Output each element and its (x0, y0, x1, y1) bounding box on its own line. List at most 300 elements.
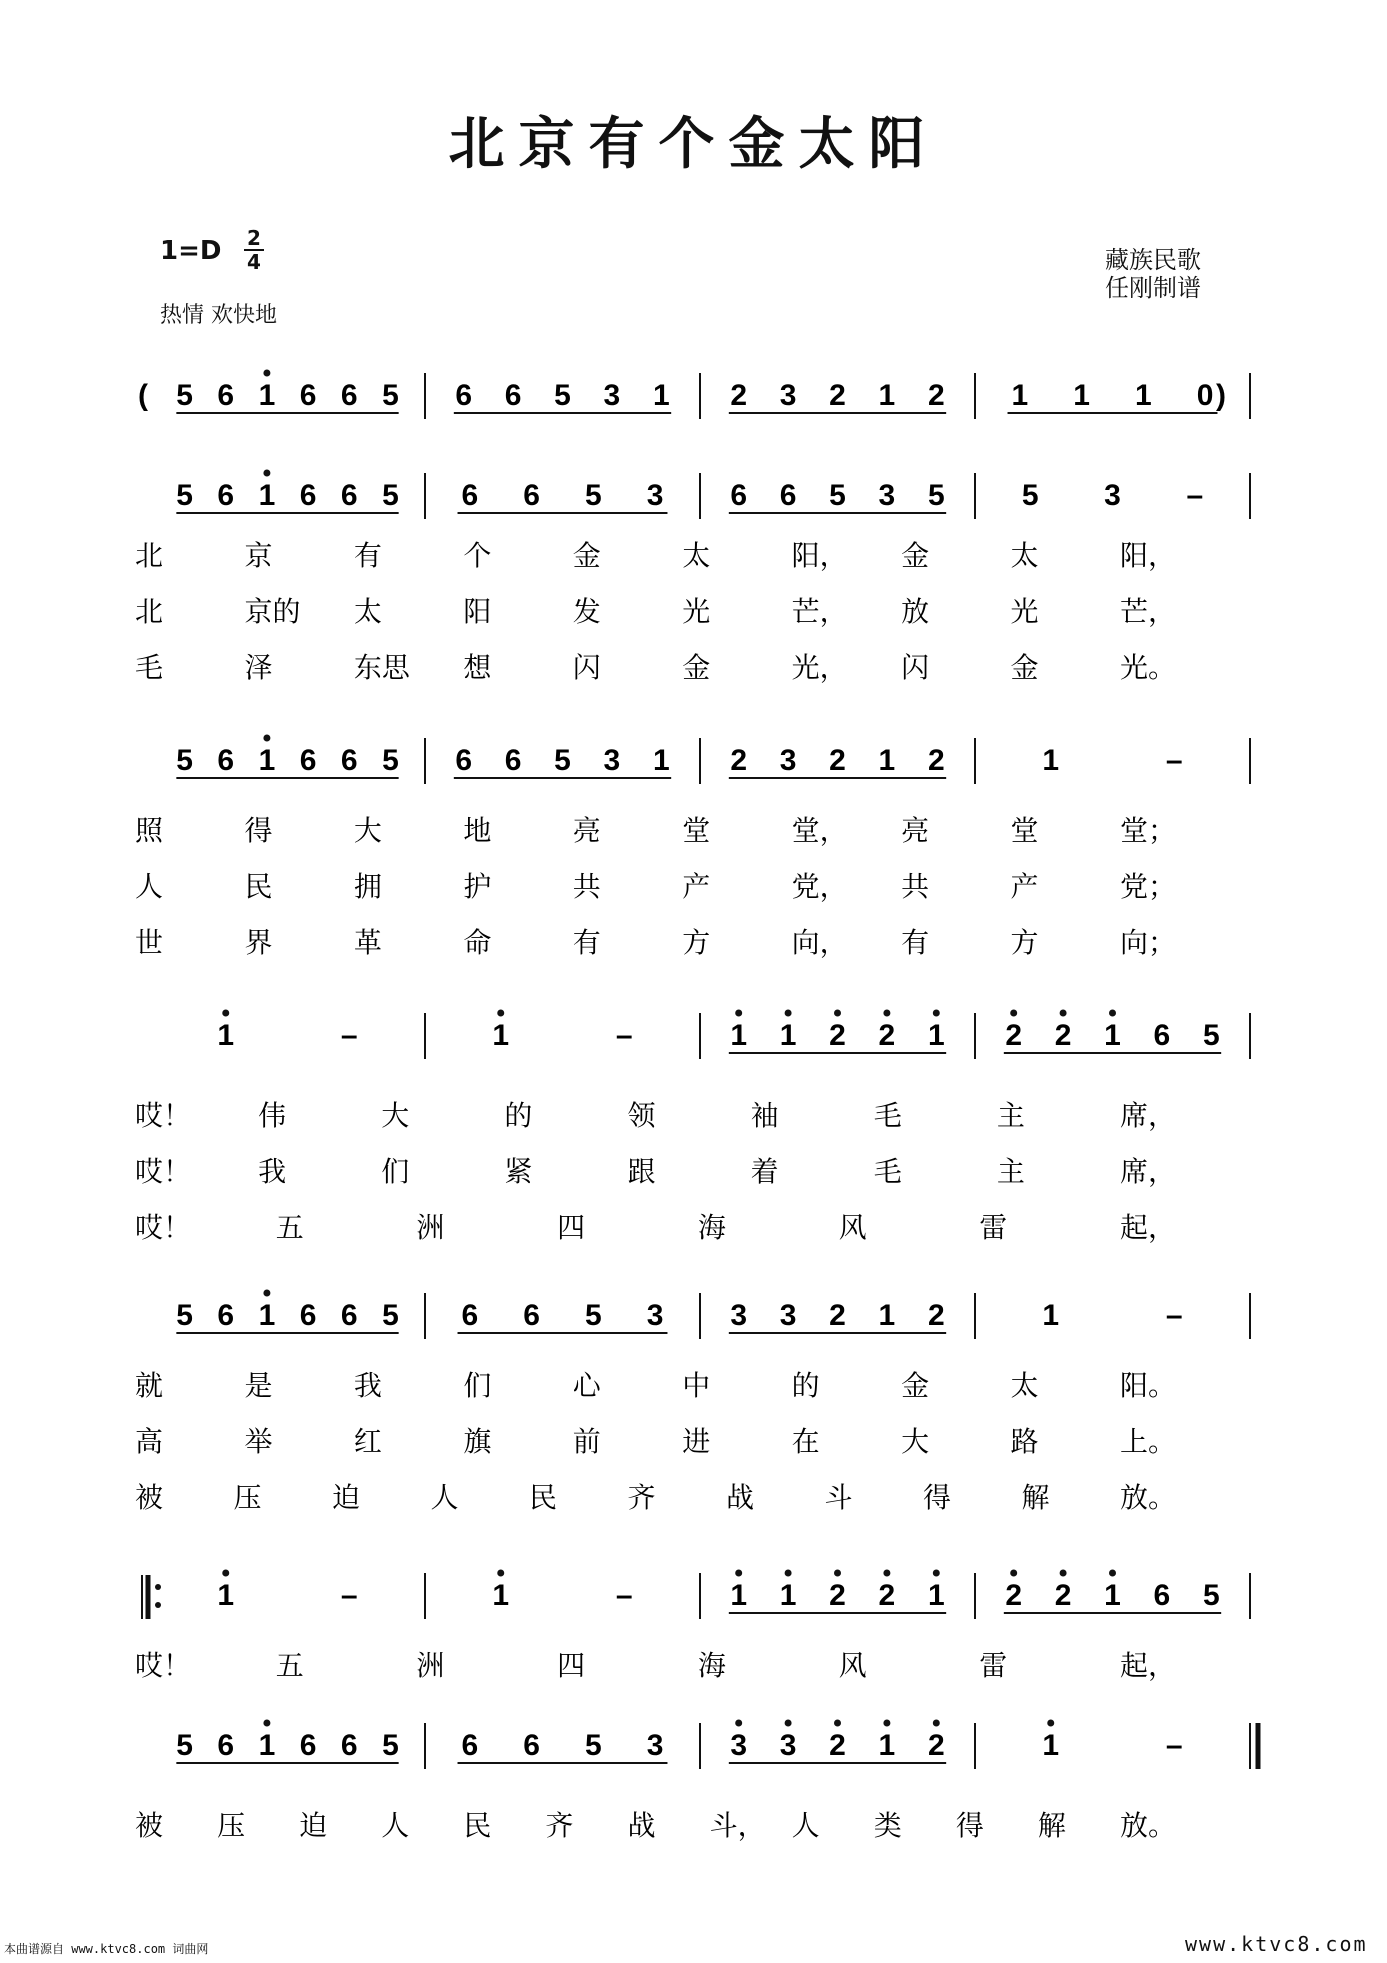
note: 3 (730, 1299, 748, 1332)
lyric-syllable: 的 (791, 1369, 820, 1402)
note: 3 (646, 1299, 664, 1332)
lyric-syllable: 大 (381, 1099, 410, 1132)
lyric-syllable: 四 (557, 1649, 586, 1682)
lyric-syllable: 光。 (1120, 651, 1177, 684)
octave-dot (785, 1720, 792, 1727)
note: 6 (299, 1299, 317, 1332)
lyric-syllable: 命 (463, 926, 492, 959)
note: 6 (340, 1299, 358, 1332)
lyric-syllable: 类 (873, 1809, 902, 1842)
lyric-syllable: 旗 (463, 1425, 492, 1458)
footer-source: 本曲谱源自 www.ktvc8.com 词曲网 (4, 1942, 209, 1956)
lyric-syllable: 压 (217, 1809, 246, 1842)
note: 2 (878, 1579, 896, 1612)
note: 5 (382, 379, 399, 412)
note: 1 (492, 1579, 510, 1612)
note: 2 (829, 379, 846, 412)
lyric-syllable: 领 (627, 1099, 656, 1132)
note: 3 (779, 1299, 797, 1332)
lyric-syllable: 东思 (353, 651, 410, 684)
note: 1 (1042, 744, 1060, 777)
note: – (1165, 1299, 1183, 1332)
lyric-syllable: 紧 (504, 1155, 533, 1188)
song-title: 北京有个金太阳 (448, 111, 939, 177)
lyric-syllable: 阳 (463, 595, 492, 628)
note: – (615, 1019, 633, 1052)
note: 1 (878, 744, 896, 777)
note: 3 (646, 479, 664, 512)
lyric-syllable: 人 (381, 1809, 410, 1842)
octave-dot (834, 1720, 841, 1727)
lyric-syllable: 光 (682, 595, 711, 628)
key-signature: 1=D (160, 236, 222, 266)
lyric-syllable: 阳， (791, 539, 848, 572)
lyric-syllable: 斗 (824, 1481, 853, 1514)
note: 6 (523, 1729, 540, 1762)
lyric-syllable: 界 (244, 926, 273, 959)
note: 1 (1104, 1579, 1121, 1612)
note: 5 (1202, 1019, 1220, 1052)
lyric-syllable: 在 (791, 1425, 820, 1458)
lyric-syllable: 有 (901, 926, 930, 959)
lyric-syllable: 革 (353, 926, 382, 959)
lyric-syllable: 四 (557, 1211, 586, 1244)
note: 2 (878, 1019, 896, 1052)
open-paren: ( (138, 379, 148, 412)
note: 5 (585, 1729, 602, 1762)
lyric-syllable: 进 (682, 1425, 711, 1458)
lyric-syllable: 泽 (244, 651, 273, 684)
lyric-syllable: 主 (996, 1155, 1025, 1188)
lyric-syllable: 海 (697, 1649, 726, 1682)
lyric-syllable: 伟 (258, 1099, 287, 1132)
note: 6 (730, 479, 748, 512)
note: 1 (1042, 1299, 1060, 1332)
lyric-syllable: 放。 (1120, 1809, 1177, 1842)
note: 6 (523, 479, 540, 512)
note: 3 (603, 744, 621, 777)
note: 5 (554, 744, 571, 777)
note: 1 (652, 744, 670, 777)
note: 1 (652, 379, 670, 412)
note: 2 (1054, 1019, 1072, 1052)
note: 2 (1005, 1019, 1023, 1052)
lyric-syllable: 闪 (572, 651, 601, 684)
lyric-syllable: 雷 (979, 1649, 1008, 1682)
note: 3 (730, 1729, 748, 1762)
note: 6 (299, 1729, 317, 1762)
note: 3 (779, 744, 797, 777)
lyric-syllable: 就 (135, 1369, 164, 1402)
repeat-dot (155, 1584, 161, 1590)
note: 5 (1202, 1579, 1220, 1612)
note: 5 (382, 479, 399, 512)
lyric-syllable: 共 (901, 870, 930, 903)
lyric-syllable: 堂， (791, 814, 848, 847)
note: 1 (878, 1729, 896, 1762)
lyric-syllable: 得 (955, 1809, 984, 1842)
octave-dot (1047, 1720, 1054, 1727)
close-paren: ) (1216, 379, 1226, 412)
note: – (615, 1579, 633, 1612)
note: 3 (779, 1729, 797, 1762)
octave-dot (1060, 1010, 1067, 1017)
lyric-syllable: 迫 (299, 1809, 328, 1842)
lyric-syllable: 放。 (1120, 1481, 1177, 1514)
lyric-syllable: 堂 (682, 814, 711, 847)
note: 1 (878, 379, 896, 412)
lyric-syllable: 放 (901, 595, 930, 628)
lyric-syllable: 北 (135, 539, 164, 572)
octave-dot (883, 1720, 890, 1727)
lyric-syllable: 跟 (627, 1155, 656, 1188)
octave-dot (222, 1010, 229, 1017)
lyric-syllable: 北 (135, 595, 164, 628)
lyric-syllable: 得 (923, 1481, 952, 1514)
lyric-syllable: 席， (1120, 1155, 1177, 1188)
lyric-syllable: 齐 (627, 1481, 656, 1514)
lyric-syllable: 被 (135, 1481, 164, 1514)
note: 2 (829, 1729, 846, 1762)
lyric-syllable: 方 (682, 926, 711, 959)
lyric-syllable: 哎！ (135, 1649, 192, 1682)
lyric-syllable: 民 (529, 1481, 558, 1514)
octave-dot (1010, 1570, 1017, 1577)
lyric-syllable: 向， (791, 926, 848, 959)
lyric-syllable: 战 (726, 1481, 755, 1514)
lyric-syllable: 是 (244, 1369, 273, 1402)
lyric-syllable: 们 (381, 1155, 410, 1188)
note: 6 (340, 1729, 358, 1762)
lyric-syllable: 个 (463, 539, 492, 572)
lyric-syllable: 金 (1010, 651, 1039, 684)
note: 1 (258, 744, 276, 777)
credit-arranger: 任刚制谱 (1105, 274, 1201, 302)
lyric-syllable: 解 (1037, 1809, 1066, 1842)
note: 6 (461, 1729, 479, 1762)
time-sig-top: 2 (247, 226, 261, 250)
note: 2 (829, 1019, 846, 1052)
note: 1 (258, 379, 276, 412)
lyric-syllable: 芒， (791, 595, 848, 628)
lyric-syllable: 风 (838, 1649, 867, 1682)
octave-dot (834, 1010, 841, 1017)
octave-dot (883, 1010, 890, 1017)
note: 2 (927, 744, 945, 777)
lyric-syllable: 洲 (416, 1649, 445, 1682)
lyric-syllable: 芒， (1120, 595, 1177, 628)
note: 1 (730, 1019, 748, 1052)
lyric-syllable: 战 (627, 1809, 656, 1842)
note: 2 (730, 744, 748, 777)
note: 6 (299, 479, 317, 512)
octave-dot (1109, 1010, 1116, 1017)
octave-dot (785, 1570, 792, 1577)
lyric-syllable: 亮 (901, 814, 930, 847)
lyric-syllable: 阳。 (1120, 1369, 1177, 1402)
lyric-syllable: 人 (791, 1809, 820, 1842)
note: 1 (258, 1729, 276, 1762)
note: 3 (779, 379, 797, 412)
note: 5 (176, 744, 193, 777)
note: 1 (779, 1579, 797, 1612)
lyric-syllable: 我 (353, 1369, 382, 1402)
note: 6 (217, 479, 235, 512)
lyric-syllable: 人 (430, 1481, 459, 1514)
note: – (340, 1019, 358, 1052)
note: 6 (455, 379, 473, 412)
note: 2 (927, 1729, 945, 1762)
octave-dot (1109, 1570, 1116, 1577)
lyric-syllable: 起， (1120, 1211, 1177, 1244)
lyric-syllable: 起， (1120, 1649, 1177, 1682)
note: 1 (730, 1579, 748, 1612)
note: 2 (829, 1579, 846, 1612)
lyric-syllable: 雷 (979, 1211, 1008, 1244)
lyric-syllable: 着 (750, 1155, 779, 1188)
lyric-syllable: 有 (353, 539, 382, 572)
lyric-syllable: 斗， (709, 1809, 766, 1842)
note: 5 (1021, 479, 1039, 512)
note: 5 (176, 1729, 193, 1762)
note: 1 (1135, 379, 1152, 412)
note: 6 (504, 744, 522, 777)
lyric-syllable: 太 (1010, 1369, 1039, 1402)
lyric-syllable: 产 (1010, 870, 1039, 903)
lyric-syllable: 产 (682, 870, 711, 903)
note: 6 (299, 379, 317, 412)
note: 6 (340, 479, 358, 512)
lyric-syllable: 毛 (873, 1155, 902, 1188)
note: 5 (382, 1729, 399, 1762)
footer-watermark: www.ktvc8.com (1185, 1932, 1368, 1956)
lyric-syllable: 中 (682, 1369, 711, 1402)
lyric-syllable: 党， (791, 870, 848, 903)
note: – (1165, 744, 1183, 777)
lyric-syllable: 哎！ (135, 1099, 192, 1132)
lyric-syllable: 拥 (353, 870, 382, 903)
note: 3 (878, 479, 896, 512)
lyric-syllable: 哎！ (135, 1155, 192, 1188)
note: 2 (1054, 1579, 1072, 1612)
note: 1 (927, 1019, 945, 1052)
note: 5 (585, 479, 602, 512)
lyric-syllable: 金 (901, 539, 930, 572)
lyric-syllable: 光， (791, 651, 848, 684)
lyric-syllable: 高 (135, 1425, 164, 1458)
note: – (1165, 1729, 1183, 1762)
lyric-syllable: 堂 (1010, 814, 1039, 847)
lyric-syllable: 大 (901, 1425, 930, 1458)
note: 1 (492, 1019, 510, 1052)
lyric-syllable: 党； (1120, 870, 1177, 903)
lyric-syllable: 金 (901, 1369, 930, 1402)
note: 6 (217, 379, 235, 412)
note: 1 (258, 479, 276, 512)
lyric-syllable: 五 (275, 1211, 304, 1244)
octave-dot (735, 1010, 742, 1017)
note: 1 (258, 1299, 276, 1332)
note: 2 (1005, 1579, 1023, 1612)
lyric-syllable: 阳， (1120, 539, 1177, 572)
note: 6 (523, 1299, 540, 1332)
lyric-syllable: 方 (1010, 926, 1039, 959)
lyric-syllable: 照 (135, 814, 164, 847)
lyric-syllable: 红 (353, 1425, 382, 1458)
note: 1 (878, 1299, 896, 1332)
note: 1 (1104, 1019, 1121, 1052)
note: 5 (382, 1299, 399, 1332)
note: 6 (340, 744, 358, 777)
note: 3 (646, 1729, 664, 1762)
note: 5 (176, 379, 193, 412)
octave-dot (785, 1010, 792, 1017)
note: 1 (217, 1019, 235, 1052)
lyric-syllable: 我 (258, 1155, 287, 1188)
note: 6 (217, 1299, 235, 1332)
lyric-syllable: 心 (572, 1369, 601, 1402)
lyric-syllable: 太 (1010, 539, 1039, 572)
note: 1 (1073, 379, 1090, 412)
note: 3 (1104, 479, 1121, 512)
lyric-syllable: 大 (353, 814, 382, 847)
note: 3 (603, 379, 621, 412)
lyric-syllable: 金 (572, 539, 601, 572)
note: – (1186, 479, 1204, 512)
octave-dot (263, 735, 270, 742)
note: 6 (299, 744, 317, 777)
octave-dot (1010, 1010, 1017, 1017)
lyric-syllable: 发 (572, 595, 601, 628)
lyric-syllable: 京的 (244, 595, 301, 628)
note: 6 (1153, 1019, 1171, 1052)
lyric-syllable: 压 (233, 1481, 262, 1514)
octave-dot (1060, 1570, 1067, 1577)
note: 5 (176, 479, 193, 512)
octave-dot (263, 1290, 270, 1297)
lyric-syllable: 主 (996, 1099, 1025, 1132)
lyric-syllable: 堂； (1120, 814, 1177, 847)
repeat-dot (155, 1602, 161, 1608)
octave-dot (497, 1570, 504, 1577)
lyric-syllable: 太 (353, 595, 382, 628)
octave-dot (222, 1570, 229, 1577)
note: 1 (927, 1579, 945, 1612)
note: 5 (382, 744, 399, 777)
lyric-syllable: 亮 (572, 814, 601, 847)
note: 2 (829, 1299, 846, 1332)
note: 6 (779, 479, 797, 512)
tempo-marking: 热情 欢快地 (160, 303, 277, 328)
lyric-syllable: 路 (1010, 1425, 1039, 1458)
lyric-syllable: 袖 (750, 1099, 779, 1132)
lyric-syllable: 人 (135, 870, 164, 903)
note: 5 (927, 479, 945, 512)
note: 5 (585, 1299, 602, 1332)
lyric-syllable: 地 (463, 814, 492, 847)
note: 6 (1153, 1579, 1171, 1612)
lyric-syllable: 有 (572, 926, 601, 959)
lyric-syllable: 前 (572, 1425, 601, 1458)
note: 6 (455, 744, 473, 777)
lyric-syllable: 太 (682, 539, 711, 572)
octave-dot (933, 1720, 940, 1727)
note: 2 (730, 379, 748, 412)
lyric-syllable: 风 (838, 1211, 867, 1244)
lyric-syllable: 民 (463, 1809, 492, 1842)
octave-dot (933, 1570, 940, 1577)
note: 6 (217, 1729, 235, 1762)
lyric-syllable: 们 (463, 1369, 492, 1402)
note: 6 (340, 379, 358, 412)
lyric-syllable: 毛 (873, 1099, 902, 1132)
lyric-syllable: 毛 (135, 651, 164, 684)
lyric-syllable: 解 (1021, 1481, 1050, 1514)
octave-dot (883, 1570, 890, 1577)
lyric-syllable: 举 (244, 1425, 273, 1458)
lyric-syllable: 的 (504, 1099, 533, 1132)
note: 2 (829, 744, 846, 777)
note: 6 (461, 1299, 479, 1332)
lyric-syllable: 席， (1120, 1099, 1177, 1132)
octave-dot (933, 1010, 940, 1017)
lyric-syllable: 光 (1010, 595, 1039, 628)
lyric-syllable: 被 (135, 1809, 164, 1842)
octave-dot (735, 1570, 742, 1577)
lyric-syllable: 护 (463, 870, 492, 903)
lyric-syllable: 金 (682, 651, 711, 684)
note: – (340, 1579, 358, 1612)
note: 0 (1196, 379, 1214, 412)
lyric-syllable: 齐 (545, 1809, 574, 1842)
lyric-syllable: 迫 (332, 1481, 361, 1514)
note: 6 (461, 479, 479, 512)
lyric-syllable: 海 (697, 1211, 726, 1244)
lyric-syllable: 共 (572, 870, 601, 903)
lyric-syllable: 想 (463, 651, 492, 684)
note: 6 (504, 379, 522, 412)
note: 2 (927, 1299, 945, 1332)
octave-dot (735, 1720, 742, 1727)
lyric-syllable: 民 (244, 870, 273, 903)
note: 1 (1042, 1729, 1060, 1762)
octave-dot (497, 1010, 504, 1017)
lyric-syllable: 哎！ (135, 1211, 192, 1244)
note: 1 (217, 1579, 235, 1612)
lyric-syllable: 世 (135, 926, 164, 959)
note: 6 (217, 744, 235, 777)
note: 2 (927, 379, 945, 412)
time-sig-bottom: 4 (247, 250, 261, 274)
octave-dot (263, 1720, 270, 1727)
lyric-syllable: 上。 (1120, 1425, 1177, 1458)
credit-origin: 藏族民歌 (1105, 246, 1201, 274)
note: 1 (1011, 379, 1029, 412)
lyric-syllable: 闪 (901, 651, 930, 684)
note: 5 (554, 379, 571, 412)
lyric-syllable: 洲 (416, 1211, 445, 1244)
note: 5 (829, 479, 846, 512)
lyric-syllable: 得 (244, 814, 273, 847)
note: 1 (779, 1019, 797, 1052)
lyric-syllable: 向； (1120, 926, 1177, 959)
lyric-syllable: 五 (275, 1649, 304, 1682)
octave-dot (834, 1570, 841, 1577)
octave-dot (263, 370, 270, 377)
lyric-syllable: 京 (244, 539, 273, 572)
note: 5 (176, 1299, 193, 1332)
octave-dot (263, 470, 270, 477)
